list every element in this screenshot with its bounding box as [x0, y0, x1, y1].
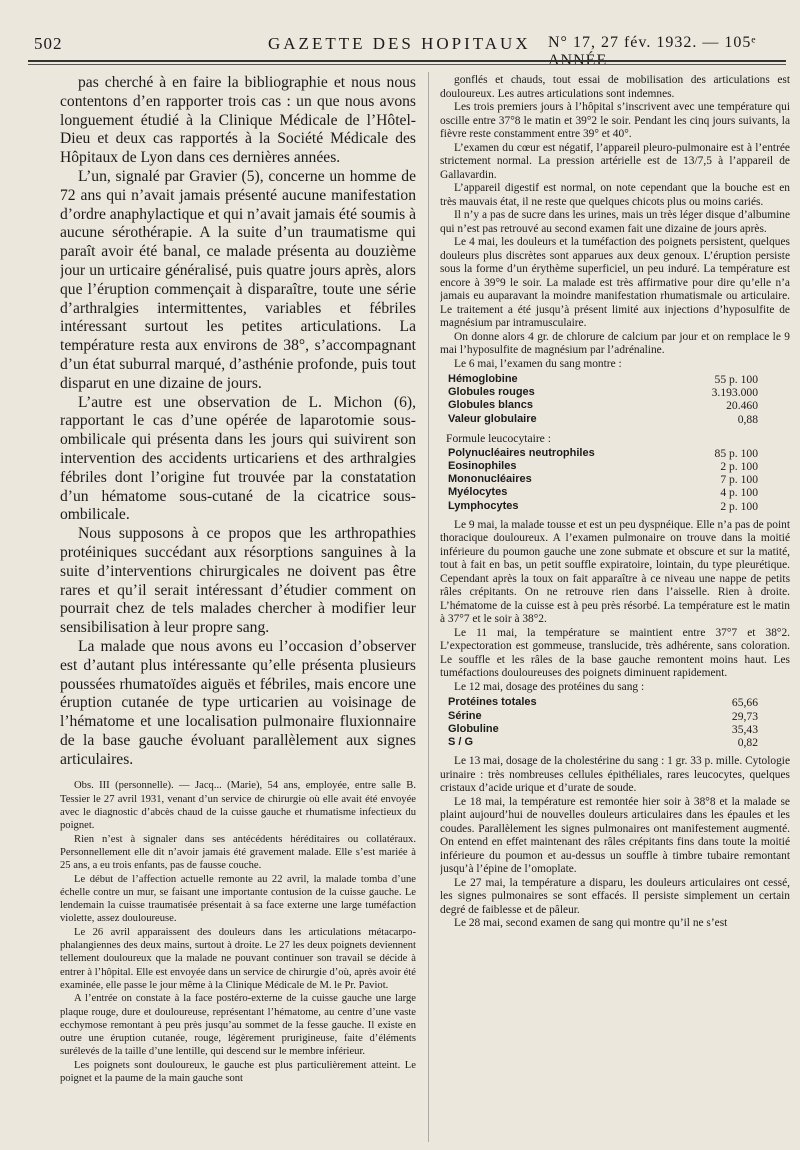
table-value: 0,82: [737, 735, 758, 749]
table-label: Eosinophiles: [448, 460, 517, 473]
table-label: Hémoglobine: [448, 373, 518, 385]
paragraph: L’appareil digestif est normal, on note cependant que la bouche est en très mauvais état, il ne reste que quelques chicots plus ou moins cariés.: [440, 182, 790, 208]
page-header: [28, 28, 786, 69]
table-value: 2 p. 100: [720, 499, 758, 513]
observation-paragraph: Rien n’est à signaler dans ses antécédents héréditaires ou collatéraux. Personnellement elle dit n’avoir jamais été gravement malade. Elle s’est mariée à 25 ans, a eu trois enfants, pas de fausse couche.: [60, 833, 416, 872]
paragraph: L’examen du cœur est négatif, l’appareil pleuro-pulmonaire est à l’entrée strictement normal. La pression artérielle est de 13/7,5 à l’appareil de Gallavardin.: [440, 141, 790, 181]
table-label: Polynucléaires neutrophiles: [448, 446, 595, 459]
table-row: [448, 710, 790, 723]
table-value: 4 p. 100: [720, 486, 758, 500]
observation-paragraph: Le 26 avril apparaissent des douleurs dans les articulations métacarpo-phalangiennes des deux mains, surtout à droite. Le 27 les deux poignets deviennent tellement douloureux que la malade ne pouvant continuer son travail se décide à entrer à l’hôpital. Elle est envoyée dans un service de chirurgie d’où, après avoir été examinée, elle passe le jour même à la Clinique Médicale de M. le Pr. Paviot.: [60, 926, 416, 991]
table-label: Globules rouges: [448, 386, 535, 399]
paragraph: L’autre est une observation de L. Michon (6), rapportant le cas d’une opérée de laparotomie sous-ombilicale qui présenta dans les jours qui suivirent son intervention des accidents urticariens et des arthralgies fébriles dont l’origine fut trouvée par la constatation d’un hématome sous-cutané de la cicatrice sous-ombilicale.: [60, 393, 416, 524]
table-value: 3.193.000: [711, 386, 758, 400]
observation-paragraph: Le début de l’affection actuelle remonte au 22 avril, la malade tomba d’une échelle contre un mur, se faisant une importante contusion de la cuisse gauche. Le lendemain la cuisse traumatisée présentait à sa face externe une large tuméfaction violette, assez douloureuse.: [60, 873, 416, 925]
table-label: Globuline: [448, 722, 499, 735]
table-row: [448, 460, 790, 473]
paragraph: Le 11 mai, la température se maintient entre 37°7 et 38°2. L’expectoration est gommeuse, translucide, très adhérente, sans coloration. Le souffle et les râles de la base gauche remontent moins haut. Les tuméfactions douloureuses des poignets diminuent rapidement.: [440, 626, 790, 680]
observation-paragraph: Les poignets sont douloureux, le gauche est plus particulièrement atteint. Le poignet et la paume de la main gauche sont: [60, 1059, 416, 1085]
paragraph: Le 13 mai, dosage de la cholestérine du sang : 1 gr. 33 p. mille. Cytologie urinaire : très nombreuses cellules épithéliales, rares leucocytes, quelques cristaux d’acide urique et d’urate de soude.: [440, 755, 790, 795]
table-row: [448, 736, 790, 749]
table-value: 55 p. 100: [714, 373, 758, 386]
table-row: [448, 723, 790, 736]
table-value: 29,73: [731, 709, 758, 723]
table-row: [448, 413, 790, 426]
journal-title: GAZETTE DES HOPITAUX: [268, 34, 531, 53]
table-row: [448, 373, 790, 386]
formula-heading: Formule leucocytaire :: [446, 431, 551, 445]
table-value: 35,43: [731, 722, 758, 736]
blood-count-table: [448, 373, 790, 426]
table-row: [448, 447, 790, 460]
table-label: Sérine: [448, 709, 482, 722]
table-label: Lymphocytes: [448, 499, 519, 512]
column-divider: [428, 72, 429, 1142]
table-label: Myélocytes: [448, 486, 508, 499]
paragraph: Les trois premiers jours à l’hôpital s’inscrivent avec une température qui oscille entre 37°8 le matin et 39°2 le soir. Pendant les cinq jours suivants, la fièvre reste constamment entre 39° et 40°.: [440, 101, 790, 140]
paragraph: Le 6 mai, l’examen du sang montre :: [454, 357, 622, 370]
paragraph: L’un, signalé par Gravier (5), concerne un homme de 72 ans qui n’avait jamais présenté aucune manifestation d’ordre anaphylactique et qui n’avait jamais été soumis à aucune sérothérapie. A la suite d’un traumatisme qui paraît avoir été banal, ce malade présenta au douzième jour un urticaire généralisé, puis quatre jours après, alors que l’éruption commençait à disparaître, toute une série d’arthralgies intermittentes, variables et fébriles intéressant surtout les petites articulations. La température resta aux environs de 38°, s’accompagnant d’un état suburral marqué, d’asthénie profonde, puis tout disparut en une dizaine de jours.: [60, 167, 416, 392]
observation-text: [60, 779, 416, 1085]
paragraph: Nous supposons à ce propos que les arthropathies protéiniques succédant aux résorptions sanguines à la suite d’interventions chirurgicales ne doivent pas être rares et qu’il serait intéressant d’étudier comment on pourrait chez de tels malades chercher à modifier leur sensibilisation à leur propre sang.: [60, 525, 416, 637]
issue-info: N° 17, 27 fév. 1932. — 105ᵉ ANNÉE: [548, 34, 757, 69]
table-label: Valeur globulaire: [448, 412, 537, 425]
paragraph: gonflés et chauds, tout essai de mobilisation des articulations est douloureux. Les autres articulations sont indemnes.: [440, 74, 790, 100]
paragraph: On donne alors 4 gr. de chlorure de calcium par jour et on remplace le 9 mai l’hyposulfite de magnésium par l’adrénaline.: [440, 330, 790, 356]
header-rule-thin: [28, 64, 786, 65]
table-value: 65,66: [731, 696, 758, 710]
table-row: [448, 696, 790, 709]
page-number: 502: [34, 34, 63, 53]
paragraph: Le 9 mai, la malade tousse et est un peu dyspnéique. Elle n’a pas de point thoracique douloureux. A l’examen pulmonaire on trouve dans la moitié inférieure du poumon gauche une zone submate et obscure et sur la matité, tout à fait en bas, un petit souffle expiratoire, lointain, du type pleurétique. Cependant après la toux on fait apparaître à ce niveau une nappe de petits râles crépitants. On ne retrouve rien dans l’aisselle. Rien à droite. L’hématome de la cuisse est à peu près résorbé. La température est le matin à 37°7 et le soir à 38°2.: [440, 518, 790, 626]
paragraph: La malade que nous avons eu l’occasion d’observer est d’autant plus intéressante qu’elle présenta plusieurs poussées rhumatoïdes aiguës et fébriles, mais encore une éruption cutanée de type urticarien au voisinage de l’hématome et une localisation pulmonaire fluxionnaire de la base gauche évoluant parallèlement aux signes articulaires.: [60, 637, 416, 768]
leukocyte-formula-table: [448, 447, 790, 513]
table-row: [448, 473, 790, 486]
paragraph: Le 28 mai, second examen de sang qui montre qu’il ne s’est: [454, 917, 728, 930]
paragraph: Le 27 mai, la température a disparu, les douleurs articulaires ont cessé, les signes pulmonaires se sont effacés. Il persiste simplement un certain degré de faiblesse et de pâleur.: [440, 876, 790, 916]
body-text: [60, 74, 416, 769]
protein-table: [448, 696, 790, 749]
table-value: 20.460: [726, 399, 758, 413]
table-value: 2 p. 100: [720, 460, 758, 474]
right-column: [440, 74, 790, 1144]
table-label: Protéines totales: [448, 696, 537, 709]
paragraph: Le 4 mai, les douleurs et la tuméfaction des poignets persistent, quelques douleurs plus discrètes sont apparues aux deux genoux. L’éruption persiste sous la forme d’un érythème superficiel, un peu induré. La température est encore à 39°9 le soir. La malade est très affirmative pour dire qu’elle n’a jamais eu auparavant la moindre manifestation rhumatismale ou articulaire. Le traitement a été jusqu’à présent limité aux injections d’hyposulfite de magnésium par intramusculaire.: [440, 236, 790, 329]
table-label: S / G: [448, 735, 474, 748]
table-value: 7 p. 100: [720, 473, 758, 487]
table-value: 0,88: [737, 412, 758, 426]
table-label: Mononucléaires: [448, 473, 532, 486]
left-column: [60, 74, 416, 1144]
paragraph: Il n’y a pas de sucre dans les urines, mais un très léger disque d’albumine qui n’est pas retrouvé au second examen fait une dizaine de jours après.: [440, 209, 790, 235]
observation-paragraph: Obs. III (personnelle). — Jacq... (Marie), 54 ans, employée, entre salle B. Tessier le 27 avril 1931, venant d’un service de chirurgie où elle avait été envoyée avec le diagnostic d’abcès chaud de la cuisse gauche et rhumatisme infectieux du poignet.: [60, 780, 416, 832]
table-row: [448, 486, 790, 499]
header-rule: [28, 60, 786, 62]
table-row: [448, 399, 790, 412]
table-value: 85 p. 100: [714, 446, 758, 460]
paragraph: Le 18 mai, la température est remontée hier soir à 38°8 et la malade se plaint aujourd’hui de nouvelles douleurs articulaires dans les épaules et les coudes. Parallèlement les signes pulmonaires ont manifestement augmenté. On entend en effet maintenant des râles crépitants fins dans toute la moitié inférieure du poumon et au-dessus un souffle à timbre tubaire remontant jusqu’à l’épine de l’omoplate.: [440, 795, 790, 876]
table-row: [448, 386, 790, 399]
paragraph: Le 12 mai, dosage des protéines du sang :: [454, 680, 645, 693]
table-row: [448, 500, 790, 513]
table-label: Globules blancs: [448, 399, 533, 412]
observation-paragraph: A l’entrée on constate à la face postéro-externe de la cuisse gauche une large plaque rouge, dure et douloureuse, représentant l’hématome, au centre d’une vaste ecchymose remontant à peu près jusqu’au sommet de la fesse gauche. Il existe en outre une éruption cutanée, rouge, légèrement prurigineuse, faite d’éléments surélevés de la taille d’une lentille, qui descend sur le membre inférieur.: [60, 993, 416, 1058]
paragraph: pas cherché à en faire la bibliographie et nous nous contentons d’en rapporter trois cas : un que nous avons longuement étudié à la Clinique Médicale de l’Hôtel-Dieu et deux cas rapportés à la Société Médicale des Hôpitaux de Lyon dans ces dernières années.: [60, 74, 416, 167]
